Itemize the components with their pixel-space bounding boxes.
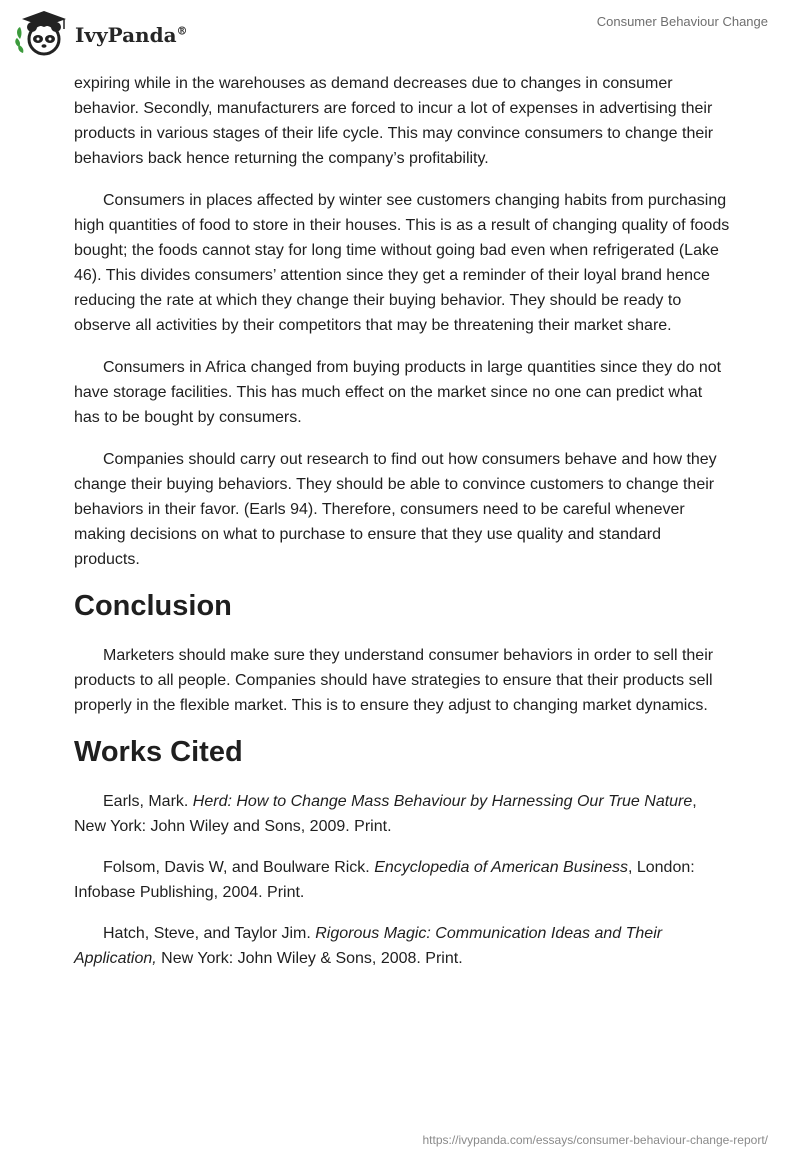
reference-author: Hatch, Steve, and Taylor Jim. xyxy=(103,925,316,942)
conclusion-heading: Conclusion xyxy=(74,590,232,622)
logo-name: IvyPanda xyxy=(75,23,177,47)
reference-title: Encyclopedia of American Business xyxy=(374,859,628,876)
body-paragraph-1: expiring while in the warehouses as demand decreases due to changes in consumer behavior. Secondly, manufacturers are forced to incur a lot of expenses in advertising their products in various stages of their life cycle. This may convince consumers to change their behaviors back hence returning the company’s profitability. xyxy=(74,75,714,167)
logo-wordmark xyxy=(75,23,188,47)
conclusion-paragraph: Marketers should make sure they understand consumer behaviors in order to sell their products to all people. Companies should have strategies to ensure that their products sell properly in the flexible market. This is to ensure they adjust to changing market dynamics. xyxy=(74,647,714,714)
document-body xyxy=(74,71,730,987)
ivypanda-logo[interactable] xyxy=(14,9,188,57)
reference-entry xyxy=(74,921,730,971)
reference-title: Herd: How to Change Mass Behaviour by Harnessing Our True Nature xyxy=(192,793,693,810)
page-header xyxy=(0,0,800,70)
reference-publication: , London: Infobase Publishing, 2004. Print. xyxy=(74,859,695,901)
registered-mark: ® xyxy=(176,24,188,38)
panda-graduate-icon xyxy=(14,9,70,57)
body-paragraph-4: Companies should carry out research to find out how consumers behave and how they change their buying behaviors. They should be able to convince customers to change their behaviors in their favor. (Earls 94). Therefore, consumers need to be careful whenever making decisions on what to purchase to ensure that they use quality and standard products. xyxy=(74,451,717,568)
reference-author: Earls, Mark. xyxy=(103,793,193,810)
works-cited-heading: Works Cited xyxy=(74,736,243,768)
body-paragraph-3: Consumers in Africa changed from buying products in large quantities since they do not have storage facilities. This has much effect on the market since no one can predict what has to be bought by consumers. xyxy=(74,359,722,426)
reference-entry xyxy=(74,855,730,905)
body-paragraph-2: Consumers in places affected by winter see customers changing habits from purchasing high quantities of food to store in their houses. This is as a result of changing quality of foods bought; the foods cannot stay for long time without going bad even when refrigerated (Lake 46). This divides consumers’ attention since they get a reminder of their loyal brand hence reducing the rate at which they change their buying behavior. They should be ready to observe all activities by their competitors that may be threatening their market share. xyxy=(74,192,730,334)
reference-publication: New York: John Wiley & Sons, 2008. Print. xyxy=(156,950,463,967)
reference-title: Rigorous Magic: Communication Ideas and Their Application, xyxy=(74,925,663,967)
reference-publication: , New York: John Wiley and Sons, 2009. Print. xyxy=(74,793,697,835)
source-url-link[interactable]: https://ivypanda.com/essays/consumer-behaviour-change-report/ xyxy=(422,1133,768,1147)
document-title: Consumer Behaviour Change xyxy=(596,14,768,29)
reference-author: Folsom, Davis W, and Boulware Rick. xyxy=(103,859,375,876)
reference-entry xyxy=(74,789,730,839)
